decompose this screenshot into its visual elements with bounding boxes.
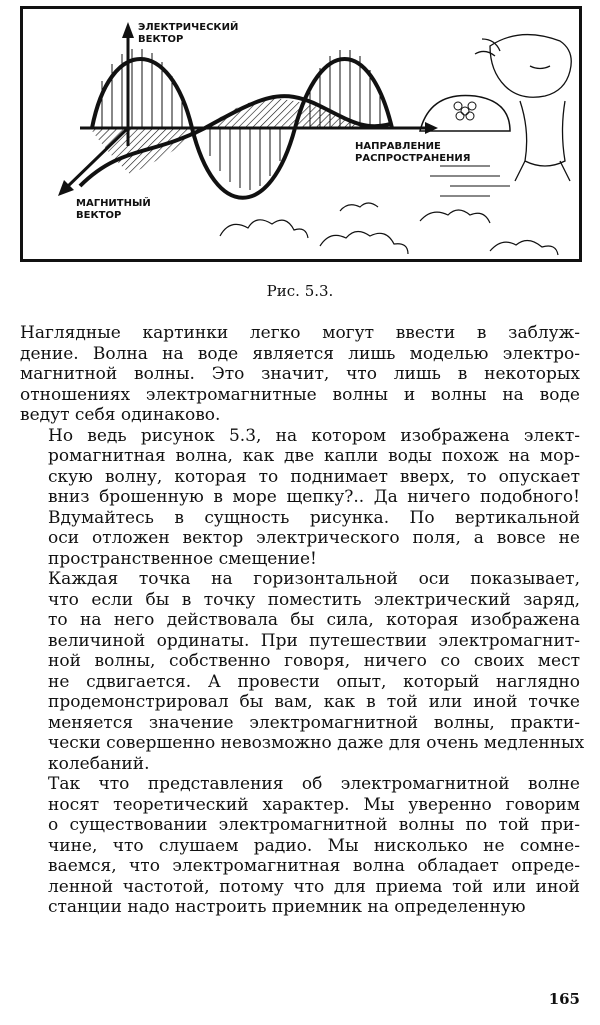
clouds [220, 203, 558, 255]
text-line: пространственное смещение! [48, 548, 317, 569]
text-line: отношениях электромагнитные волны и волны на воде [20, 384, 580, 405]
text-line: что если бы в точку поместить электрический заряд, [48, 589, 580, 610]
motion-streaks [430, 166, 510, 196]
body-text [20, 323, 585, 918]
text-line: меняется значение электромагнитной волны, практи- [48, 712, 580, 733]
text-line: ведут себя одинаково. [20, 405, 221, 425]
text-line: скую волну, которая то поднимает вверх, то опускает [48, 466, 580, 487]
paragraph [20, 323, 580, 426]
label-electric-1: ЭЛЕКТРИЧЕСКИЙ [138, 22, 239, 33]
mound [420, 95, 510, 131]
wave-illustration [20, 6, 582, 264]
text-line: ваемся, что электромагнитная волна обладает опреде- [48, 856, 580, 876]
page-number: 165 [548, 990, 580, 1008]
text-line: Наглядные картинки легко могут ввести в заблуж- [20, 323, 580, 343]
text-line: Каждая точка на горизонтальной оси показывает, [48, 569, 580, 589]
text-line: станции надо настроить приемник на определенную [48, 897, 526, 917]
label-propagation-1: НАПРАВЛЕНИЕ [355, 141, 441, 152]
text-line: колебаний. [48, 753, 150, 774]
text-line: ной волны, собственно говоря, ничего со своих мест [48, 651, 580, 671]
text-line: величиной ординаты. При путешествии электромагнит- [48, 630, 580, 651]
text-line: то на него действовала бы сила, которая изображена [48, 610, 580, 630]
text-line: чески совершенно невозможно даже для очень медленных [48, 733, 585, 753]
paragraph [20, 569, 585, 774]
label-magnetic-1: МАГНИТНЫЙ [76, 198, 151, 209]
figure-caption: Рис. 5.3. [266, 282, 334, 300]
text-line: о существовании электромагнитной волны по той при- [48, 815, 580, 835]
text-line: вниз брошенную в море щепку?.. Да ничего подобного! [48, 487, 580, 507]
text-line: ленной частотой, потому что для приема той или иной [48, 876, 580, 897]
text-line: ромагнитная волна, как две капли воды похож на мор- [48, 446, 580, 466]
label-electric-2: ВЕКТОР [138, 34, 184, 45]
paragraph [20, 426, 580, 570]
text-line: дение. Волна на воде является лишь моделью электро- [20, 343, 580, 364]
paragraph [20, 774, 580, 918]
text-line: Вдумайтесь в сущность рисунка. По вертикальной [48, 507, 580, 528]
text-line: продемонстрировал бы вам, как в той или иной точке [48, 692, 580, 712]
label-propagation-2: РАСПРОСТРАНЕНИЯ [355, 153, 471, 164]
text-line: Так что представления об электромагнитной волне [48, 774, 580, 794]
electric-arrow-icon [122, 22, 134, 38]
label-magnetic-2: ВЕКТОР [76, 210, 122, 221]
text-line: магнитной волны. Это значит, что лишь в некоторых [20, 364, 580, 384]
text-line: не сдвигается. А провести опыт, который наглядно [48, 671, 580, 692]
flower-icon [454, 102, 476, 120]
cartoon-figure [475, 35, 571, 181]
text-line: Но ведь рисунок 5.3, на котором изображена элект- [48, 425, 580, 446]
text-line: оси отложен вектор электрического поля, а вовсе не [48, 528, 580, 548]
propagation-arrow-icon [425, 122, 438, 134]
figure-5-3 [20, 6, 582, 264]
text-line: носят теоретический характер. Мы уверенно говорим [48, 794, 580, 815]
text-line: чине, что слушаем радио. Мы нисколько не сомне- [48, 835, 580, 856]
